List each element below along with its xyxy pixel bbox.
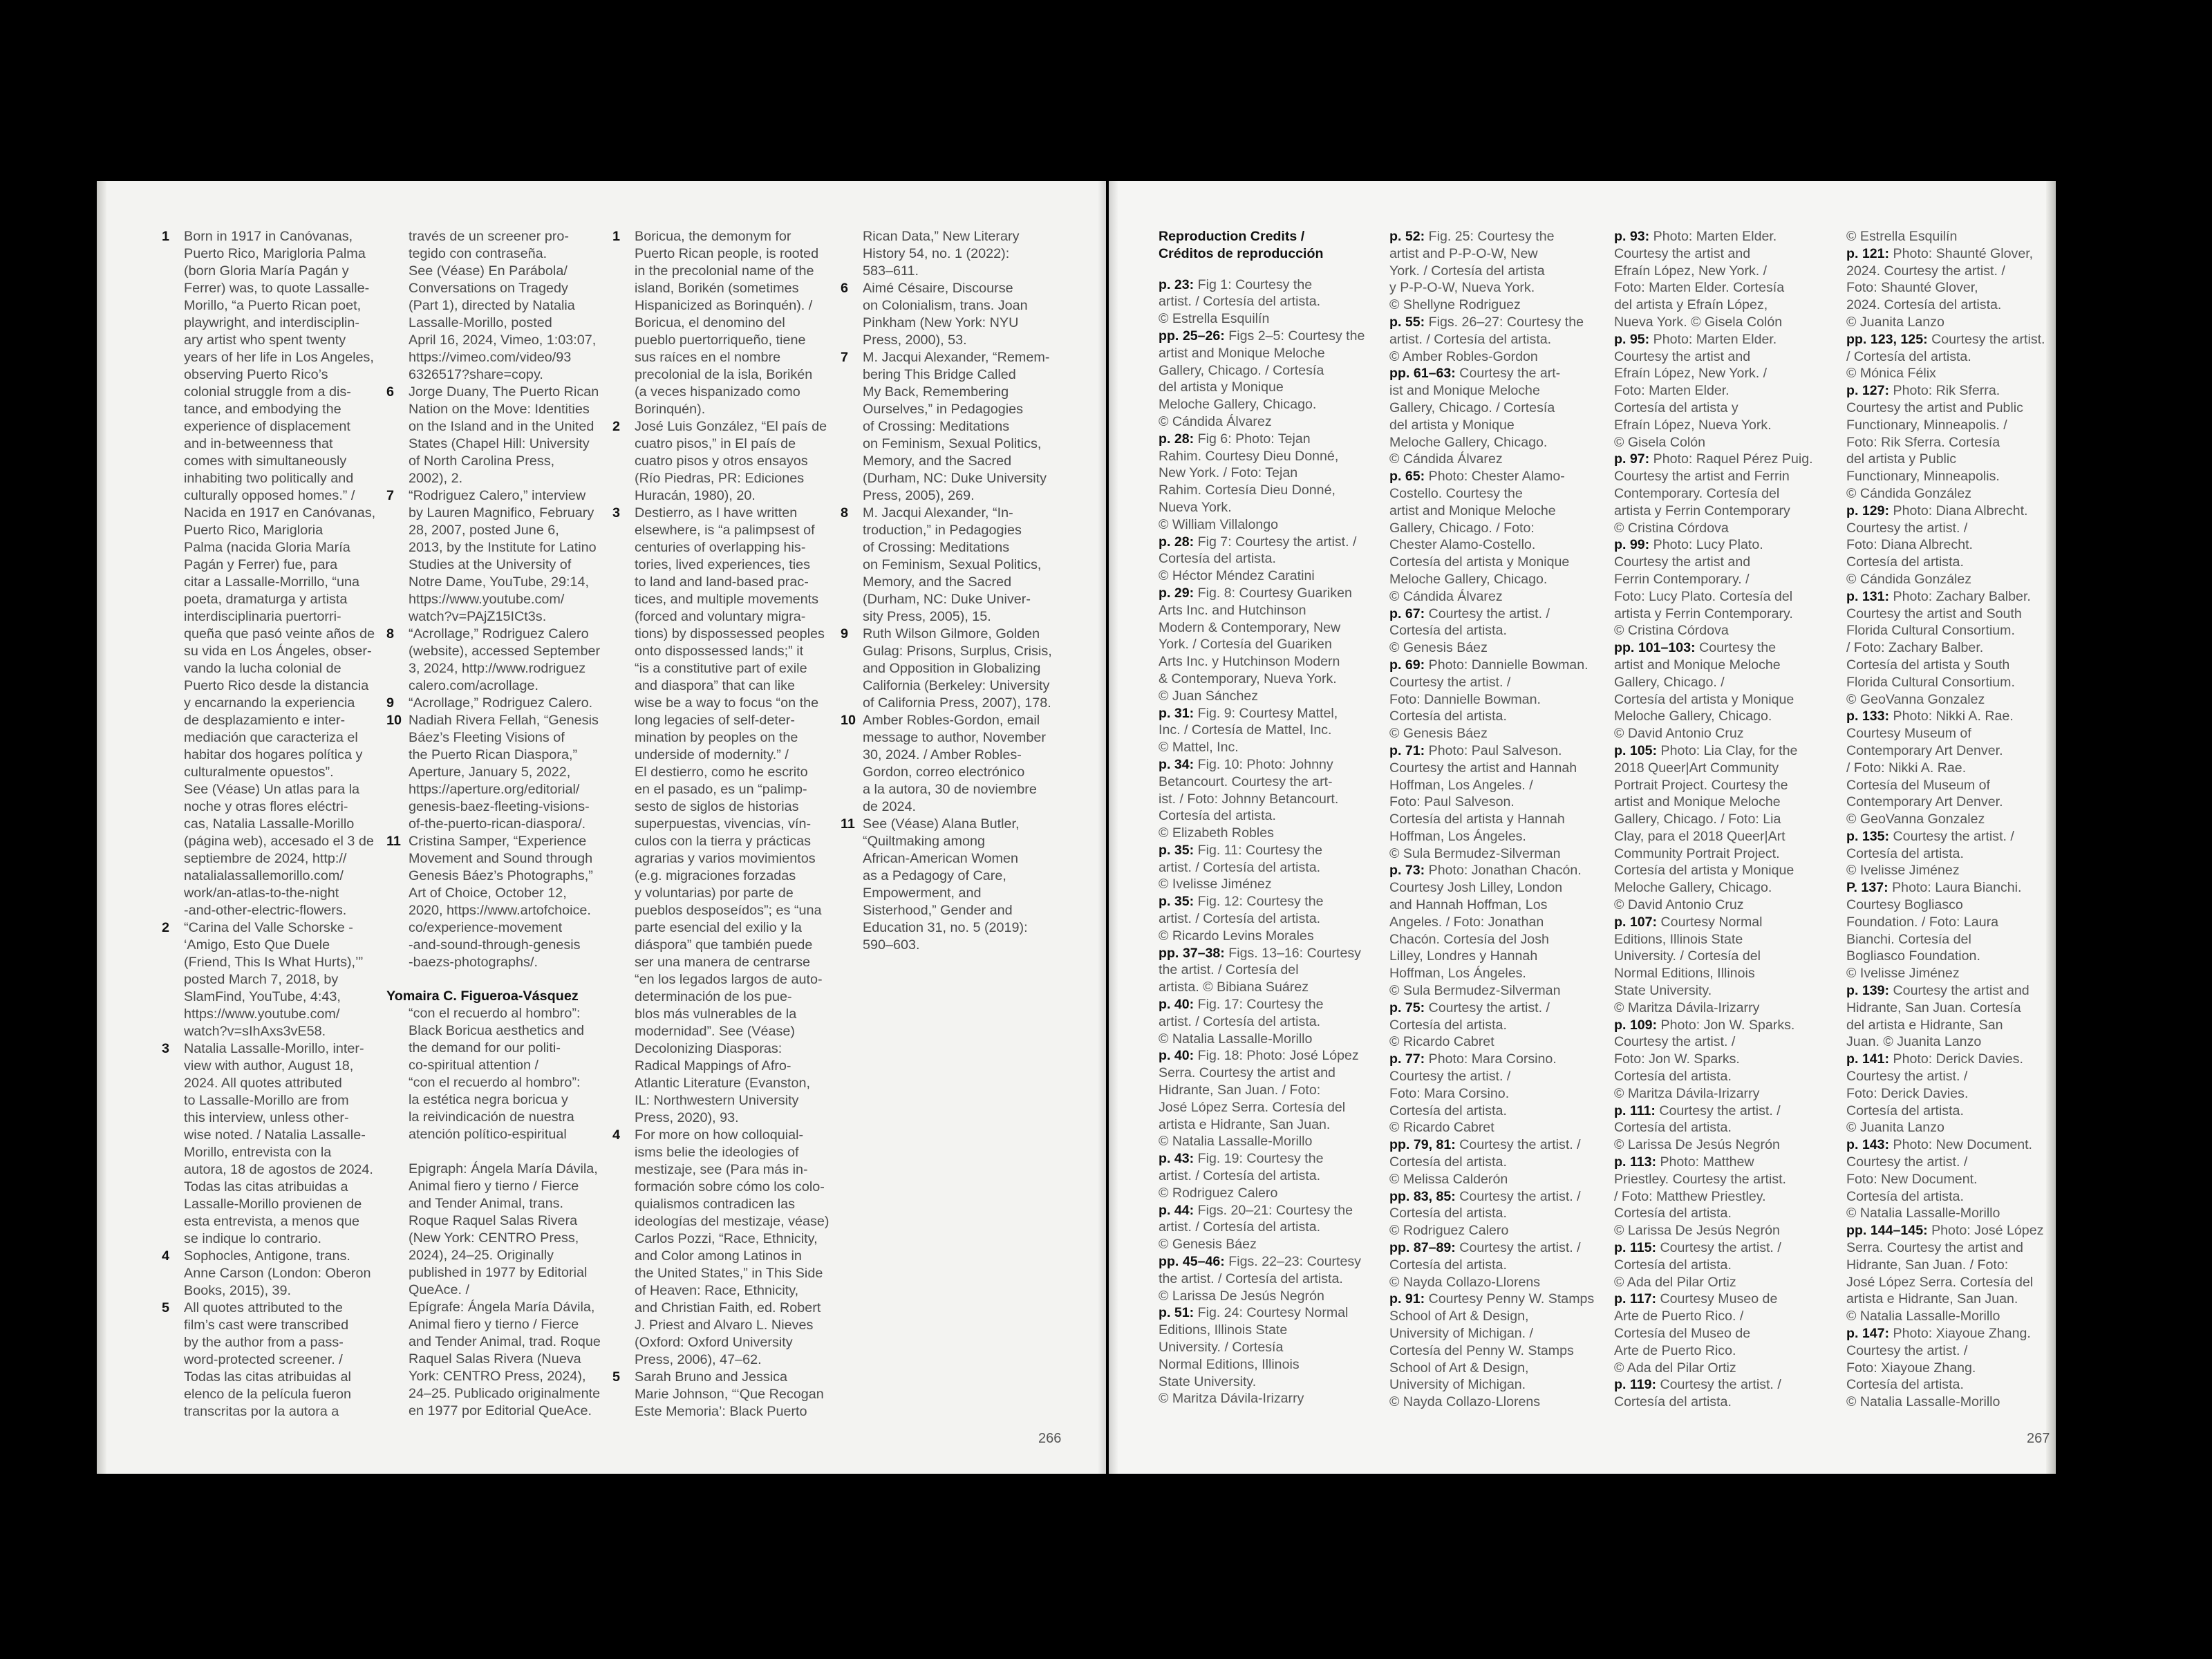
endnote	[386, 487, 608, 626]
credit-entry	[1159, 1304, 1378, 1407]
credit-page-ref: P. 137:	[1846, 880, 1888, 896]
credit-text: Photo: Raquel Pérez Puig. Courtesy the artist and Ferrin Contemporary. Cortesía del artista y Ferrin Contemporary © Cristina Córdova	[1614, 451, 1813, 536]
credit-entry	[1846, 828, 2054, 879]
endnote-text: José Luis González, “El país de cuatro pisos,” in El país de cuatro pisos y otros ensayos (Río Piedras, PR: Ediciones Huracán, 1980), 20.	[635, 419, 827, 503]
credit-entry	[1389, 1000, 1611, 1051]
endnote	[386, 1005, 608, 1143]
credit-text: Photo: Jonathan Chacón. Courtesy Josh Lilley, London and Hannah Hoffman, Los Angeles. / Foto: Jonathan Chacón. Cortesía del Josh Lilley, Londres y Hannah Hoffman, Los Ángeles. © Sula Bermudez-Silverman	[1389, 863, 1582, 999]
credit-page-ref: p. 105:	[1614, 742, 1658, 758]
credit-page-ref: p. 28:	[1159, 431, 1194, 447]
endnote-text: For more on how colloquial- isms belie the ideologies of mestizaje, see (Para más in- formación sobre cómo los colo- quialismos contradicen las ideologías del mestizaje, véase) Carlos Pozzi, “Race, Ethnicity, and Color among Latinos in the United States,” in This Side of Heaven: Race, Ethnicity, and Christian Faith, ed. Robert J. Priest and Alvaro L. Nieves (Oxford: Oxford University Press, 2006), 47–62.	[635, 1127, 830, 1367]
credit-entry	[1846, 1136, 2054, 1222]
credit-entry	[1614, 1376, 1839, 1411]
credit-entry	[1389, 468, 1611, 605]
credit-text: Photo: Marten Elder. Courtesy the artist and Efraín López, New York. / Foto: Marten Elder. Cortesía del artista y Efraín López, Nueva York. © Gisela Colón	[1614, 229, 1785, 330]
credit-text: Courtesy the artist. / Cortesía del artista. © Melissa Calderón	[1389, 1137, 1581, 1187]
credit-text: Photo: Jon W. Sparks. Courtesy the artist. / Foto: Jon W. Sparks. Cortesía del artista. © Maritza Dávila-Irizarry	[1614, 1017, 1795, 1101]
endnote-number: 5	[162, 1300, 170, 1315]
credit-page-ref: p. 31:	[1159, 705, 1194, 721]
endnote-number: 6	[841, 281, 849, 296]
endnote-number: 11	[841, 816, 855, 832]
credit-text: Fig. 8: Courtesy Guariken Arts Inc. and Hutchinson Modern & Contemporary, New York. / Cortesía del Guariken Arts Inc. y Hutchinson Modern & Contemporary, Nueva York. © Juan Sánchez	[1159, 585, 1352, 704]
endnote	[386, 228, 608, 384]
credit-text: Fig. 9: Courtesy Mattel, Inc. / Cortesía de Mattel, Inc. © Mattel, Inc.	[1159, 705, 1338, 756]
endnote-text: All quotes attributed to the film’s cast were transcribed by the author from a pass- word-protected screener. / Todas las citas atribuidas al elenco de la película fueron transcritas por la autora a	[184, 1300, 351, 1419]
credit-text: Photo: Mara Corsino. Courtesy the artist. / Foto: Mara Corsino. Cortesía del artista. © Ricardo Cabret	[1389, 1051, 1557, 1136]
credit-page-ref: p. 69:	[1389, 657, 1425, 673]
credit-text: Fig. 11: Courtesy the artist. / Cortesía del artista. © Ivelisse Jiménez	[1159, 842, 1323, 892]
credit-entry	[1846, 1051, 2054, 1136]
endnote	[841, 626, 1069, 712]
endnote-number: 7	[386, 488, 395, 503]
credit-page-ref: p. 75:	[1389, 1000, 1425, 1015]
credit-text: Courtesy the artist. / Cortesía del artista. © Ricardo Cabret	[1389, 1000, 1550, 1050]
credit-text: Photo: Xiayoue Zhang. Courtesy the artist. / Foto: Xiayoue Zhang. Cortesía del artista. © Natalia Lassalle-Morillo	[1846, 1326, 2031, 1410]
credit-text: Photo: Laura Bianchi. Courtesy Bogliasco Foundation. / Foto: Laura Bianchi. Cortesía del Bogliasco Foundation. © Ivelisse Jiménez	[1846, 880, 2022, 982]
credit-page-ref: p. 143:	[1846, 1137, 1890, 1153]
endnote-text: Jorge Duany, The Puerto Rican Nation on the Move: Identities on the Island and in the United States (Chapel Hill: University of North Carolina Press, 2002), 2.	[409, 384, 599, 486]
endnote-number: 8	[841, 505, 849, 521]
credit-text: Courtesy the artist. / Cortesía del artista. © Larissa De Jesús Negrón	[1614, 1103, 1781, 1153]
credit-text: Fig 7: Courtesy the artist. / Cortesía del artista. © Héctor Méndez Caratini	[1159, 534, 1357, 584]
credit-text: Courtesy the artist. / Cortesía del artista. © Ivelisse Jiménez	[1846, 828, 2014, 879]
credit-text: Figs. 22–23: Courtesy the artist. / Cortesía del artista. © Larissa De Jesús Negrón	[1159, 1254, 1361, 1304]
endnote	[162, 1300, 383, 1421]
credit-page-ref: p. 73:	[1389, 863, 1425, 879]
credits-column-1	[1159, 228, 1378, 1407]
credit-text: Courtesy the art- ist and Monique Meloche Gallery, Chicago. / Cortesía del artista y Monique Meloche Gallery, Chicago. © Cándida Álvarez	[1389, 366, 1561, 467]
endnote	[162, 919, 383, 1040]
credit-page-ref: pp. 87–89:	[1389, 1240, 1456, 1256]
credit-page-ref: p. 51:	[1159, 1305, 1194, 1321]
credit-text: Photo: José López Serra. Courtesy the artist and Hidrante, San Juan. / Foto: José López Serra. Cortesía del artista e Hidrante, San Juan. © Natalia Lassalle-Morillo	[1846, 1223, 2044, 1324]
credit-page-ref: p. 35:	[1159, 894, 1194, 910]
credit-text: Photo: Zachary Balber. Courtesy the artist and South Florida Cultural Consortium. / Foto: Zachary Balber. Cortesía del artista y South Florida Cultural Consortium. © GeoVanna Gonzalez	[1846, 588, 2031, 707]
credit-entry	[1389, 606, 1611, 657]
endnote	[162, 1248, 383, 1300]
credit-entry	[1159, 842, 1378, 893]
credit-text: Fig 1: Courtesy the artist. / Cortesía del artista. © Estrella Esquilín	[1159, 276, 1321, 327]
credit-entry	[1614, 1154, 1839, 1239]
credit-text: Figs. 26–27: Courtesy the artist. / Cortesía del artista. © Amber Robles-Gordon	[1389, 314, 1584, 364]
credit-page-ref: p. 107:	[1614, 914, 1658, 930]
credit-page-ref: p. 111:	[1614, 1103, 1656, 1118]
endnote-number: 8	[386, 626, 395, 641]
credit-entry	[1159, 585, 1378, 705]
endnote-text: See (Véase) Alana Butler, “Quiltmaking among African-American Women as a Pedagogy of Care, Empowerment, and Sisterhood,” Gender and Education 31, no. 5 (2019): 590–603.	[863, 816, 1028, 953]
credit-page-ref: p. 121:	[1846, 245, 1890, 261]
credit-text: Photo: Derick Davies. Courtesy the artist. / Foto: Derick Davies. Cortesía del artista. © Juanita Lanzo	[1846, 1051, 2023, 1136]
endnote-text: “con el recuerdo al hombro”: Black Boricua aesthetics and the demand for our politi- co-spiritual attention / “con el recuerdo al hombro”: la estética negra boricua y la reivindicación de nuestra atención político-espiritual	[409, 1006, 584, 1142]
endnote-text: Nadiah Rivera Fellah, “Genesis Báez’s Fleeting Visions of the Puerto Rican Diaspora,” Aperture, January 5, 2022, https://aperture.org/editorial/ genesis-baez-fleeting-visions- of-the-puerto-rican-diaspora/.	[409, 713, 599, 832]
credit-page-ref: p. 34:	[1159, 756, 1194, 772]
credit-text: Courtesy Museo de Arte de Puerto Rico. / Cortesía del Museo de Arte de Puerto Rico. © Ada del Pilar Ortiz	[1614, 1291, 1778, 1376]
endnote	[612, 1127, 834, 1369]
endnote-number: 7	[841, 350, 849, 365]
endnote-number: 10	[841, 713, 856, 728]
credit-page-ref: p. 44:	[1159, 1202, 1194, 1218]
credit-entry	[1846, 1222, 2054, 1325]
endnote-text: Aimé Césaire, Discourse on Colonialism, trans. Joan Pinkham (New York: NYU Press, 2000), 53.	[863, 281, 1028, 348]
credit-text: Fig. 10: Photo: Johnny Betancourt. Courtesy the art- ist. / Foto: Johnny Betancourt. Cortesía del artista. © Elizabeth Robles	[1159, 756, 1339, 841]
credit-entry	[1846, 382, 2054, 503]
endnotes-column-1	[162, 228, 383, 1421]
credit-page-ref: pp. 45–46:	[1159, 1254, 1225, 1270]
credit-entry	[1614, 914, 1839, 1017]
essay-section-title: Yomaira C. Figueroa-Vásquez	[386, 988, 579, 1004]
endnote-text: M. Jacqui Alexander, “Remem- bering This Bridge Called My Back, Remembering Ourselves,” in Pedagogies of Crossing: Meditations on Feminism, Sexual Politics, Memory, and the Sacred (Durham, NC: Duke University Press, 2005), 269.	[863, 350, 1050, 503]
endnote-text: Rican Data,” New Literary History 54, no. 1 (2022): 583–611.	[863, 229, 1020, 279]
credit-entry	[1389, 1136, 1611, 1188]
credit-text: Courtesy the artist. / Cortesía del artista. © Rodriguez Calero	[1389, 1188, 1581, 1239]
credit-entry	[1846, 228, 2054, 245]
endnote-text: Ruth Wilson Gilmore, Golden Gulag: Prisons, Surplus, Crisis, and Opposition in Globalizing California (Berkeley: University of California Press, 2007), 178.	[863, 626, 1052, 711]
endnote	[841, 816, 1069, 954]
credit-entry	[1614, 228, 1839, 331]
credit-entry	[1389, 742, 1611, 863]
credit-entry	[1389, 862, 1611, 999]
credit-text: Courtesy the artist and Hidrante, San Juan. Cortesía del artista e Hidrante, San Juan. © Juanita Lanzo	[1846, 983, 2030, 1050]
credit-page-ref: p. 113:	[1614, 1154, 1656, 1170]
credit-text: Photo: Matthew Priestley. Courtesy the artist. / Foto: Matthew Priestley. Cortesía del artista. © Larissa De Jesús Negrón	[1614, 1154, 1786, 1239]
credit-page-ref: p. 55:	[1389, 314, 1425, 330]
credit-page-ref: pp. 25–26:	[1159, 328, 1225, 344]
credit-page-ref: pp. 123, 125:	[1846, 331, 1928, 347]
credit-entry	[1389, 1188, 1611, 1239]
credit-text: Courtesy Normal Editions, Illinois State University. / Cortesía del Normal Editions, Illinois State University. © Maritza Dávila-Irizarry	[1614, 914, 1763, 1015]
endnote-text: “Carina del Valle Schorske - ‘Amigo, Esto Que Duele (Friend, This Is What Hurts),’” posted March 7, 2018, by SlamFind, YouTube, 4:43, https://www.youtube.com/ watch?v=sIhAxs3vE58.	[184, 920, 364, 1039]
credit-entry	[1846, 982, 2054, 1051]
credit-page-ref: p. 23:	[1159, 276, 1194, 292]
endnote-number: 9	[386, 695, 395, 711]
left-page-edge	[97, 181, 106, 1474]
credit-entry	[1614, 451, 1839, 536]
credit-page-ref: p. 141:	[1846, 1051, 1890, 1067]
page-number-left: 266	[1038, 1431, 1062, 1446]
endnote	[386, 1143, 608, 1420]
credit-page-ref: pp. 61–63:	[1389, 366, 1456, 382]
credit-entry	[1159, 893, 1378, 944]
credit-text: Courtesy the artist. / Cortesía del artista. © Genesis Báez	[1389, 606, 1550, 656]
credit-page-ref: p. 109:	[1614, 1017, 1658, 1033]
credits-column-4	[1846, 228, 2054, 1411]
credit-page-ref: p. 93:	[1614, 229, 1650, 244]
credit-entry	[1389, 657, 1611, 742]
endnote-text: Born in 1917 in Canóvanas, Puerto Rico, Marigloria Palma (born Gloria María Pagán y Ferrer) was, to quote Lassalle- Morillo, “a Puerto Rican poet, playwright, and interdisciplin- ary artist who spent twenty years of her life in Los Angeles, observing Puerto Rico’s colonial struggle from a dis- tance, and embodying the experience of displacement and in-betweenness that comes with simultaneously inhabiting two politically and culturally opposed homes.” / Nacida en 1917 en Canóvanas, Puerto Rico, Marigloria Palma (nacida Gloria María Pagán y Ferrer) fue, para citar a Lassalle-Morrillo, “una poeta, dramaturga y artista interdisciplinaria puertorri- queña que pasó veinte años de su vida en Los Ángeles, obser- vando la lucha colonial de Puerto Rico desde la distancia y encarnando la experiencia de desplazamiento e inter- mediación que caracteriza el habitar dos hogares política y culturalmente opuestos”. See (Véase) Un atlas para la noche y otras flores eléctri- cas, Natalia Lassalle-Morillo (página web), accesado el 3 de septiembre de 2024, http:// natalialassallemorillo.com/ work/an-atlas-to-the-night -and-other-electric-flowers.	[184, 229, 376, 918]
endnote-number: 6	[386, 384, 395, 400]
endnote-text: Amber Robles-Gordon, email message to author, November 30, 2024. / Amber Robles- Gordon, correo electrónico a la autora, 30 de noviembre de 2024.	[863, 713, 1046, 814]
credit-text: Fig. 18: Photo: José López Serra. Courtesy the artist and Hidrante, San Juan. / Foto: José López Serra. Cortesía del artista e Hidrante, San Juan. © Natalia Lassalle-Morillo	[1159, 1048, 1359, 1150]
endnote	[612, 418, 834, 505]
credit-page-ref: p. 147:	[1846, 1326, 1890, 1341]
credit-text: Fig. 24: Courtesy Normal Editions, Illinois State University. / Cortesía Normal Editions, Illinois State University. © Maritza Dávila-Irizarry	[1159, 1305, 1349, 1407]
credit-entry	[1614, 639, 1839, 742]
credit-entry	[1159, 705, 1378, 756]
credit-page-ref: p. 29:	[1159, 585, 1194, 601]
credit-text: Fig. 19: Courtesy the artist. / Cortesía del artista. © Rodriguez Calero	[1159, 1151, 1324, 1201]
credit-page-ref: p. 77:	[1389, 1051, 1425, 1067]
endnote-text: Sarah Bruno and Jessica Marie Johnson, “‘Que Recogan Este Memoria’: Black Puerto	[635, 1369, 824, 1419]
endnote-text: “Acrollage,” Rodriguez Calero (website), accessed September 3, 2024, http://www.rodriguez calero.com/acrollage.	[409, 626, 601, 693]
endnote-number: 3	[162, 1041, 170, 1056]
endnote	[162, 228, 383, 919]
endnote	[841, 280, 1069, 349]
credit-text: Fig. 12: Courtesy the artist. / Cortesía del artista. © Ricardo Levins Morales	[1159, 894, 1324, 944]
credit-page-ref: p. 95:	[1614, 331, 1650, 347]
credit-page-ref: p. 117:	[1614, 1291, 1656, 1307]
endnote-text: M. Jacqui Alexander, “In- troduction,” in Pedagogies of Crossing: Meditations on Feminism, Sexual Politics, Memory, and the Sacred (Durham, NC: Duke Univer- sity Press, 2005), 15.	[863, 505, 1042, 624]
credit-page-ref: p. 129:	[1846, 503, 1890, 518]
credit-text: Photo: Nikki A. Rae. Courtesy Museum of Contemporary Art Denver. / Foto: Nikki A. Rae. Cortesía del Museum of Contemporary Art Denver. © GeoVanna Gonzalez	[1846, 709, 2014, 827]
endnote-text: Natalia Lassalle-Morillo, inter- view with author, August 18, 2024. All quotes attributed to Lassalle-Morillo are from this interview, unless other- wise noted. / Natalia Lassalle- Morillo, entrevista con la autora, 18 de agostos de 2024. Todas las citas atribuidas a Lassalle-Morillo provienen de esta entrevista, a menos que se indique lo contrario.	[184, 1041, 373, 1246]
endnote	[386, 712, 608, 833]
credit-page-ref: p. 43:	[1159, 1151, 1194, 1167]
credit-entry	[1846, 503, 2054, 588]
endnotes-column-3	[612, 228, 834, 1421]
endnote-number: 2	[162, 920, 170, 935]
credit-page-ref: p. 40:	[1159, 997, 1194, 1013]
credit-entry	[1159, 328, 1378, 431]
credits-column-3	[1614, 228, 1839, 1411]
endnote-number: 2	[612, 419, 621, 434]
credit-page-ref: p. 71:	[1389, 742, 1425, 758]
credit-entry	[1159, 1047, 1378, 1150]
credit-page-ref: pp. 101–103:	[1614, 640, 1696, 656]
credit-entry	[1159, 1202, 1378, 1253]
credit-entry	[1614, 1291, 1839, 1376]
endnote-number: 4	[612, 1127, 621, 1143]
endnote-number: 3	[612, 505, 621, 521]
endnote	[841, 349, 1069, 505]
endnote	[841, 228, 1069, 280]
credit-entry	[1846, 708, 2054, 828]
credit-entry	[1614, 1017, 1839, 1103]
credit-page-ref: p. 65:	[1389, 469, 1425, 485]
endnote-text: Boricua, the demonym for Puerto Rican people, is rooted in the precolonial name of the island, Borikén (sometimes Hispanicized as Borinquén). / Boricua, el denomino del pueblo puertorriqueño, tiene sus raíces en el nombre precolonial de la isla, Borikén (a veces hispanizado como Borinquén).	[635, 229, 819, 417]
credit-entry	[1614, 331, 1839, 451]
credit-page-ref: p. 133:	[1846, 709, 1890, 724]
page-number-right: 267	[2027, 1431, 2050, 1446]
endnote-number: 11	[386, 834, 401, 849]
endnote	[612, 505, 834, 1127]
credit-page-ref: p. 135:	[1846, 828, 1890, 844]
credit-page-ref: p. 127:	[1846, 383, 1890, 399]
endnote-number: 9	[841, 626, 849, 641]
credit-entry	[1389, 365, 1611, 468]
credit-page-ref: p. 115:	[1614, 1240, 1656, 1256]
credits-title: Reproduction Credits / Créditos de reproducción	[1159, 229, 1324, 261]
credit-entry	[1389, 314, 1611, 365]
credit-page-ref: pp. 83, 85:	[1389, 1188, 1456, 1204]
credit-entry	[1159, 945, 1378, 996]
credit-page-ref: p. 139:	[1846, 983, 1890, 999]
credit-entry	[1614, 1239, 1839, 1291]
credit-text: Photo: Rik Sferra. Courtesy the artist and Public Functionary, Minneapolis. / Foto: Rik Sferra. Cortesía del artista y Public Functionary, Minneapolis. © Cándida González	[1846, 383, 2023, 501]
endnote-number: 5	[612, 1369, 621, 1385]
credit-text: Fig. 25: Courtesy the artist and P-P-O-W, New York. / Cortesía del artista y P-P-O-W, Nueva York. © Shellyne Rodriguez	[1389, 229, 1555, 313]
credit-page-ref: p. 35:	[1159, 842, 1194, 858]
credit-entry	[1159, 1253, 1378, 1304]
credit-text: Photo: Diana Albrecht. Courtesy the artist. / Foto: Diana Albrecht. Cortesía del artista. © Cándida González	[1846, 503, 2028, 587]
credit-text: Figs. 13–16: Courtesy the artist. / Cortesía del artista. © Bibiana Suárez	[1159, 945, 1361, 995]
credit-page-ref: p. 40:	[1159, 1048, 1194, 1064]
endnote-text: Cristina Samper, “Experience Movement and Sound through Genesis Báez’s Photographs,” Art of Choice, October 12, 2020, https://www.artofchoice. co/experience-movement -and-sound-through-genesis -baezs-photographs/.	[409, 834, 593, 970]
endnote	[162, 1040, 383, 1248]
credit-entry	[1159, 534, 1378, 585]
credit-text: Photo: Marten Elder. Courtesy the artist and Efraín López, New York. / Foto: Marten Elder. Cortesía del artista y Efraín López, Nueva York. © Gisela Colón	[1614, 331, 1777, 450]
endnote	[841, 505, 1069, 626]
endnote	[386, 833, 608, 971]
endnote-text: Destierro, as I have written elsewhere, is “a palimpsest of centuries of overlapping his- tories, lived experiences, ties to land and land-based prac- tices, and multiple movements (forced and voluntary migra- tions) by dispossessed peoples onto dispossessed lands;” it “is a constitutive part of exile and diaspora” that can like wise be a way to focus “on the long legacies of self-deter- mination by peoples on the underside of modernity.” / El destierro, como he escrito en el pasado, es un “palimp- sesto de siglos de historias superpuestas, vivencias, vín- culos con la tierra y prácticas agrarias y varios movimientos (e.g. migraciones forzadas y voluntarias) por parte de pueblos desposeídos”; es “una parte esencial del exilio y la diáspora” que también puede ser una manera de centrarse “en los legados largos de auto- determinación de los pue- blos más vulnerables de la modernidad”. See (Véase) Decolonizing Diasporas: Radical Mappings of Afro- Atlantic Literature (Evanston, IL: Northwestern University Press, 2020), 93.	[635, 505, 825, 1125]
credit-entry	[1389, 1291, 1611, 1411]
credit-text: Courtesy Penny W. Stamps School of Art & Design, University of Michigan. / Cortesía del Penny W. Stamps School of Art & Design, University of Michigan. © Nayda Collazo-Llorens	[1389, 1291, 1595, 1410]
credit-entry	[1159, 1150, 1378, 1201]
credit-text: Photo: Dannielle Bowman. Courtesy the artist. / Foto: Dannielle Bowman. Cortesía del artista. © Genesis Báez	[1389, 657, 1588, 742]
credit-text: Photo: Shaunté Glover, 2024. Courtesy the artist. / Foto: Shaunté Glover, 2024. Cortesía del artista. © Juanita Lanzo	[1846, 245, 2034, 330]
endnote-text: Sophocles, Antigone, trans. Anne Carson (London: Oberon Books, 2015), 39.	[184, 1248, 371, 1298]
endnote-number: 1	[162, 229, 170, 244]
endnotes-column-4	[841, 228, 1069, 954]
credit-entry	[1846, 1325, 2054, 1411]
credit-text: Photo: Lucy Plato. Courtesy the artist and Ferrin Contemporary. / Foto: Lucy Plato. Cortesía del artista y Ferrin Contemporary. © Cristina Córdova	[1614, 537, 1793, 639]
credit-entry	[1159, 276, 1378, 328]
credit-entry	[1846, 588, 2054, 709]
credit-entry	[1614, 742, 1839, 914]
credits-column-2	[1389, 228, 1611, 1411]
credit-text: © Estrella Esquilín	[1846, 229, 1958, 244]
credit-text: Fig 6: Photo: Tejan Rahim. Courtesy Dieu Donné, New York. / Foto: Tejan Rahim. Cortesía Dieu Donné, Nueva York. © William Villalongo	[1159, 431, 1339, 532]
credit-entry	[1614, 536, 1839, 639]
credit-page-ref: p. 52:	[1389, 229, 1425, 244]
endnote	[612, 228, 834, 418]
credit-entry	[1389, 228, 1611, 314]
credit-text: Photo: Lia Clay, for the 2018 Queer|Art Community Portrait Project. Courtesy the artist and Monique Meloche Gallery, Chicago. / Foto: Lia Clay, para el 2018 Queer|Art Community Portrait Project. Cortesía del artista y Monique Meloche Gallery, Chicago. © David Antonio Cruz	[1614, 742, 1798, 913]
credit-page-ref: p. 99:	[1614, 537, 1650, 553]
credit-entry	[1846, 245, 2054, 331]
credit-page-ref: pp. 144–145:	[1846, 1223, 1928, 1239]
credit-entry	[1614, 1103, 1839, 1154]
credit-text: Courtesy the artist. / Cortesía del artista.	[1614, 1377, 1781, 1410]
endnote-text: “Rodriguez Calero,” interview by Lauren Magnifico, February 28, 2007, posted June 6, 2013, by the Institute for Latino Studies at the University of Notre Dame, YouTube, 29:14, https://www.youtube.com/ watch?v=PAjZ15ICt3s.	[409, 488, 597, 624]
endnote-number: 4	[162, 1248, 170, 1264]
credit-text: Courtesy the artist. / Cortesía del artista. © Ada del Pilar Ortiz	[1614, 1240, 1781, 1290]
credit-entry	[1389, 1051, 1611, 1136]
credit-text: Fig. 17: Courtesy the artist. / Cortesía del artista. © Natalia Lassalle-Morillo	[1159, 997, 1324, 1047]
credit-text: Photo: New Document. Courtesy the artist. / Foto: New Document. Cortesía del artista. © Natalia Lassalle-Morillo	[1846, 1137, 2032, 1221]
endnote	[386, 695, 608, 712]
credit-entry	[1159, 996, 1378, 1047]
endnote-number: 10	[386, 713, 402, 728]
credit-page-ref: p. 119:	[1614, 1377, 1656, 1393]
endnote-text: “Acrollage,” Rodriguez Calero.	[409, 695, 593, 711]
endnote-text: Epigraph: Ángela María Dávila, Animal fiero y tierno / Fierce and Tender Animal, trans. Roque Raquel Salas Rivera (New York: CENTRO Press, 2024), 24–25. Originally published in 1977 by Editorial QueAce. / Epígrafe: Ángela María Dávila, Animal fiero y tierno / Fierce and Tender Animal, trad. Roque Raquel Salas Rivera (Nueva York: CENTRO Press, 2024), 24–25. Publicado originalmente en 1977 por Editorial QueAce.	[409, 1161, 601, 1418]
credit-page-ref: p. 28:	[1159, 534, 1194, 550]
credit-text: Courtesy the artist. / Cortesía del artista. © Nayda Collazo-Llorens	[1389, 1240, 1581, 1290]
endnote-number: 1	[612, 229, 621, 244]
credit-entry	[1159, 756, 1378, 842]
credit-entry	[1389, 1239, 1611, 1291]
credit-text: Photo: Chester Alamo- Costello. Courtesy the artist and Monique Meloche Gallery, Chicago. / Foto: Chester Alamo-Costello. Cortesía del artista y Monique Meloche Gallery, Chicago. © Cándida Álvarez	[1389, 469, 1570, 604]
credit-entry	[1846, 879, 2054, 982]
credit-entry	[1159, 431, 1378, 534]
credit-page-ref: pp. 79, 81:	[1389, 1137, 1456, 1153]
endnote	[841, 712, 1069, 816]
credit-page-ref: p. 91:	[1389, 1291, 1425, 1307]
credit-entry	[1846, 331, 2054, 382]
endnote	[612, 1369, 834, 1421]
endnote	[386, 384, 608, 487]
credit-text: Figs. 20–21: Courtesy the artist. / Cortesía del artista. © Genesis Báez	[1159, 1202, 1353, 1253]
credit-text: Courtesy the artist. / Cortesía del artista. © Mónica Félix	[1846, 331, 2045, 382]
book-gutter	[1098, 181, 1118, 1474]
endnote	[386, 626, 608, 695]
endnote-text: través de un screener pro- tegido con contraseña. See (Véase) En Parábola/ Conversations on Tragedy (Part 1), directed by Natalia Lassalle-Morillo, posted April 16, 2024, Vimeo, 1:03:07, https://vimeo.com/video/93 6326517?share=copy.	[409, 229, 597, 382]
credit-page-ref: p. 131:	[1846, 588, 1890, 604]
credit-page-ref: p. 97:	[1614, 451, 1650, 467]
credit-text: Photo: Paul Salveson. Courtesy the artist and Hannah Hoffman, Los Angeles. / Foto: Paul Salveson. Cortesía del artista y Hannah Hoffman, Los Ángeles. © Sula Bermudez-Silverman	[1389, 742, 1577, 861]
credit-text: Courtesy the artist and Monique Meloche Gallery, Chicago. / Cortesía del artista y Monique Meloche Gallery, Chicago. © David Antonio Cruz	[1614, 640, 1794, 742]
endnotes-column-2	[386, 228, 608, 1420]
credit-text: Figs 2–5: Courtesy the artist and Monique Meloche Gallery, Chicago. / Cortesía del artista y Monique Meloche Gallery, Chicago. © Cándida Álvarez	[1159, 328, 1365, 429]
credit-page-ref: pp. 37–38:	[1159, 945, 1225, 961]
credit-page-ref: p. 67:	[1389, 606, 1425, 621]
